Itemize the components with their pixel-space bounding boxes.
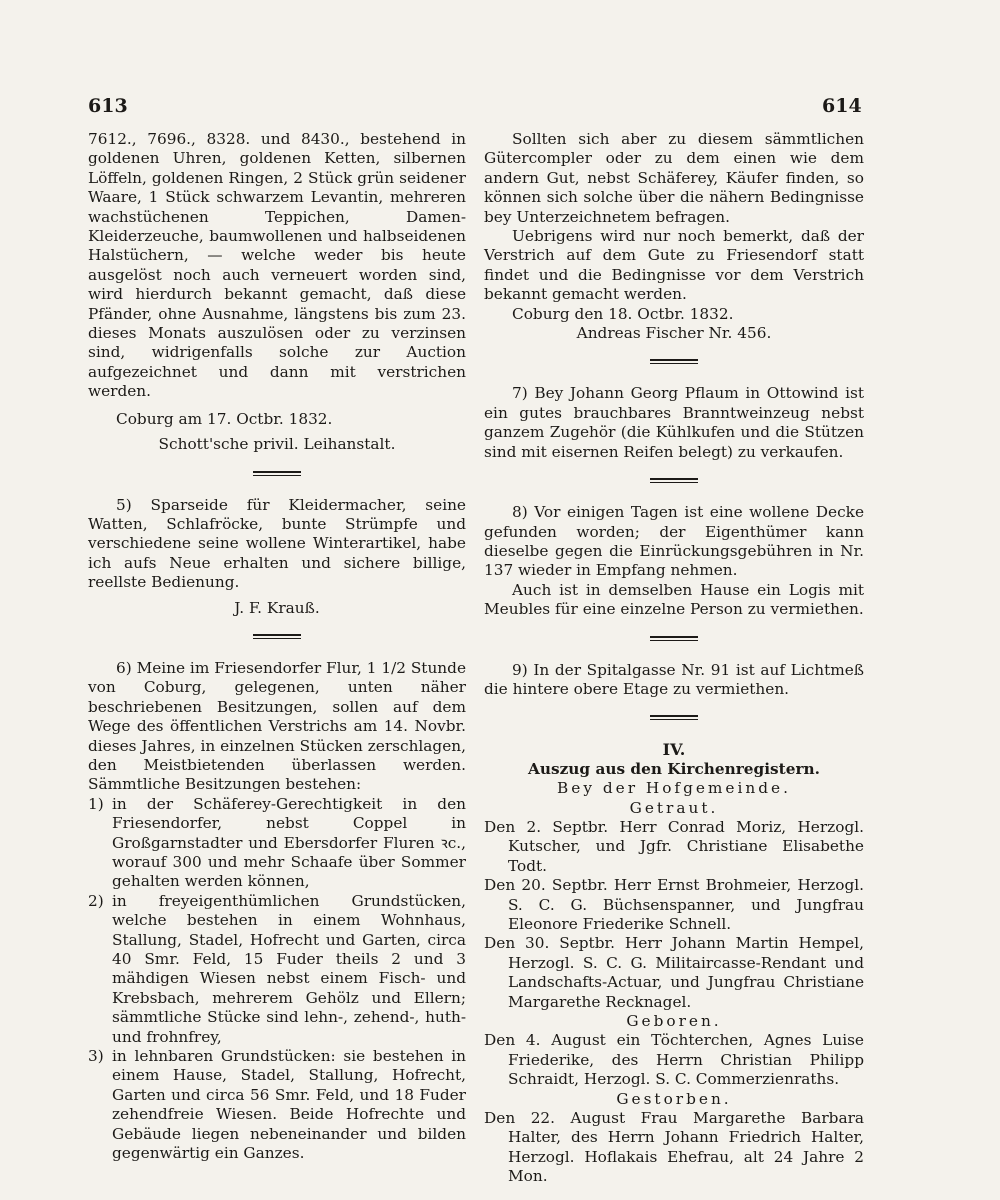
list-item xyxy=(88,892,466,1047)
notice-6-remark: Uebrigens wird nur noch bemerkt, daß der Verstrich auf dem Gute zu Friesendorf statt findet und die Bedingnisse vor dem Verstrich bekannt gemacht werden. xyxy=(484,227,864,304)
notice-5-text: 5) Sparseide für Kleidermacher, seine Watten, Schlafröcke, bunte Strümpfe und verschiedene seine wollene Winterartikel, habe ich aufs Neue erhalten und sichere billige, reellste Bedienung. xyxy=(88,495,466,592)
list-item-number: 1) xyxy=(88,794,104,813)
notice-5-signature: J. F. Krauß. xyxy=(234,598,320,617)
property-list xyxy=(88,795,466,1164)
register-entry: Den 30. Septbr. Herr Johann Martin Hempel, Herzogl. S. C. G. Militaircasse-Rendant und Landschafts-Actuar, und Jungfrau Christiane Margarethe Recknagel. xyxy=(484,934,864,1011)
pawn-notice-signature: Schott'sche privil. Leihanstalt. xyxy=(158,435,396,454)
register-entry: Den 22. August Frau Margarethe Barbara Halter, des Herrn Johann Friedrich Halter, Herzogl. Hoflakais Ehefrau, alt 24 Jahre 2 Mon. xyxy=(484,1109,864,1186)
list-item-text: in freyeigenthümlichen Grundstücken, welche bestehen in einem Wohnhaus, Stallung, Stadel, Hofrecht und Garten, circa 40 Smr. Feld, 15 Fuder theils 2 und 3 mähdigen Wiesen nebst einem Fisch- und Krebsbach, mehrerem Gehölz und Ellern; sämmtliche Stücke sind lehn-, zehend-, huth- und frohnfrey, xyxy=(112,891,466,1046)
page-number-left: 613 xyxy=(88,95,128,117)
notice-6-signature: Andreas Fischer Nr. 456. xyxy=(576,324,772,343)
pawn-notice-text: 7612., 7696., 8328. und 8430., bestehend in goldenen Uhren, goldenen Ketten, silbernen Löffeln, goldenen Ringen, 2 Stück grün seidener Waare, 1 Stück schwarzem Levantin, mehreren wachstüchenen Teppichen, Damen-Kleiderzeuche, baumwollenen und halbseidenen Halstüchern, — welche weder bis heute ausgelöst noch auch verneuert worden sind, wird hierdurch bekannt gemacht, daß diese Pfänder, ohne Ausnahme, längstens bis zum 23. dieses Monats auszulösen oder zu verzinsen sind, widrigenfalls solche zur Auction aufgezeichnet und dann mit verstrichen werden. xyxy=(88,130,466,401)
list-item xyxy=(88,795,466,892)
married-heading: Getraut. xyxy=(629,798,719,817)
separator xyxy=(650,715,698,720)
notice-9-text: 9) In der Spitalgasse Nr. 91 ist auf Lichtmeß die hintere obere Etage zu vermiethen. xyxy=(484,660,864,698)
section-number: IV. xyxy=(662,740,686,760)
list-item-text: in der Schäferey-Gerechtigkeit in den Friesendorfer, nebst Coppel in Großgarnstadter und Ebersdorfer Fluren ꝛc., worauf 300 und mehr Schaafe über Sommer gehalten werden können, xyxy=(112,794,466,891)
list-item-number: 3) xyxy=(88,1047,104,1066)
notice-8-text: 8) Vor einigen Tagen ist eine wollene Decke gefunden worden; der Eigenthümer kann dieselbe gegen die Einrückungsgebühren in Nr. 137 wieder in Empfang nehmen. xyxy=(484,503,864,580)
separator xyxy=(650,636,698,641)
separator xyxy=(253,471,301,476)
notice-6-intro: 6) Meine im Friesendorfer Flur, 1 1/2 Stunde von Coburg, gelegenen, unten näher beschriebenen Besitzungen, sollen auf dem Wege des öffentlichen Verstrichs am 14. Novbr. dieses Jahres, in einzelnen Stücken zerschlagen, den Meistbietenden überlassen werden. Sämmtliche Besitzungen bestehen: xyxy=(88,658,466,794)
register-entry: Den 2. Septbr. Herr Conrad Moriz, Herzogl. Kutscher, und Jgfr. Christiane Elisabethe Todt. xyxy=(484,817,864,875)
right-column xyxy=(484,130,864,1187)
left-column xyxy=(88,130,466,1164)
register-entry: Den 20. Septbr. Herr Ernst Brohmeier, Herzogl. S. C. G. Büchsenspanner, und Jungfrau Eleonore Friederike Schnell. xyxy=(484,876,864,933)
subsection-title: Bey der Hofgemeinde. xyxy=(557,779,791,798)
list-item-text: in lehnbaren Grundstücken: sie bestehen in einem Hause, Stadel, Stallung, Hofrecht, Garten und circa 56 Smr. Feld, und 18 Fuder zehendfreie Wiesen. Beide Hofrechte und Gebäude liegen nebeneinander und bilden gegenwärtig ein Ganzes. xyxy=(112,1047,466,1163)
died-heading: Gestorben. xyxy=(616,1089,732,1108)
notice-6-continued: Sollten sich aber zu diesem sämmtlichen Gütercompler oder zu dem einen wie dem andern Gut, nebst Schäferey, Käufer finden, so können sich solche über die nähern Bedingnisse bey Unterzeichnetem befragen. xyxy=(484,130,864,226)
list-item xyxy=(88,1047,466,1163)
born-heading: Geboren. xyxy=(626,1012,722,1031)
section-title: Auszug aus den Kirchenregistern. xyxy=(528,759,820,778)
notice-6-date: Coburg den 18. Octbr. 1832. xyxy=(512,304,734,323)
register-entry: Den 4. August ein Töchterchen, Agnes Luise Friederike, des Herrn Christian Philipp Schraidt, Herzogl. S. C. Commerzienraths. xyxy=(484,1031,864,1089)
separator xyxy=(253,634,301,639)
separator xyxy=(650,478,698,483)
notice-7-text: 7) Bey Johann Georg Pflaum in Ottowind ist ein gutes brauchbares Branntweinzeug nebst ganzem Zugehör (die Kühlkufen und die Stützen sind mit eisernen Reifen belegt) zu verkaufen. xyxy=(484,384,864,461)
pawn-notice-date: Coburg am 17. Octbr. 1832. xyxy=(116,409,333,428)
page-number-right: 614 xyxy=(822,95,862,117)
notice-8-addendum: Auch ist in demselben Hause ein Logis mit Meubles für eine einzelne Person zu vermiethen. xyxy=(484,580,864,619)
separator xyxy=(650,359,698,364)
list-item-number: 2) xyxy=(88,891,104,910)
